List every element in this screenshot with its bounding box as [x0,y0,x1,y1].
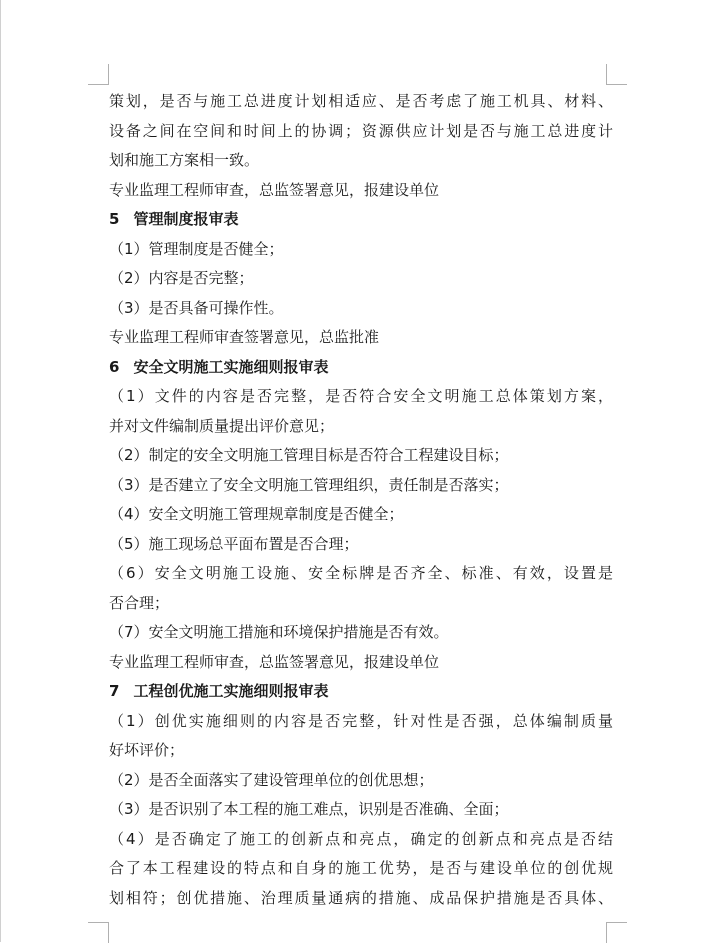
section-title: 管理制度报审表 [133,210,239,228]
section-title: 安全文明施工实施细则报审表 [133,357,329,376]
corner-mark-top-left [88,64,109,85]
corner-mark-bottom-left [88,922,109,943]
text-line: 专业监理工程师审查，总监签署意见，报建设单位 [109,652,440,671]
section-number: 6 [109,357,120,376]
section-heading [109,205,613,235]
corner-mark-top-right [606,64,627,85]
text-line: 专业监理工程师审查，总监签署意见，报建设单位 [109,180,440,199]
text-line: 划相符；创优措施、治理质量通病的措施、成品保护措施是否具体、 [109,888,613,907]
text-line: （7）安全文明施工措施和环境保护措施是否有效。 [109,623,449,641]
text-line: 并对文件编制质量提出评价意见； [109,416,335,435]
text-line: 好坏评价； [109,741,185,759]
text-line: （3）是否具备可操作性。 [109,298,284,317]
text-line: （2）制定的安全文明施工管理目标是否符合工程建设目标； [109,446,509,464]
text-line: 专业监理工程师审查签署意见，总监批准 [109,328,380,346]
section-title: 工程创优施工实施细则报审表 [133,682,329,700]
text-line: （2）内容是否完整； [109,269,254,287]
text-line: （3）是否识别了本工程的施工难点，识别是否准确、全面； [109,800,509,818]
text-line: （2）是否全面落实了建设管理单位的创优思想； [109,770,434,789]
text-line: （1）管理制度是否健全； [109,239,284,258]
section-heading [109,353,613,383]
text-line: 划和施工方案相一致。 [109,151,260,169]
text-line: （1）创优实施细则的内容是否完整，针对性是否强，总体编制质量 [109,711,613,730]
text-line: （4）安全文明施工管理规章制度是否健全； [109,505,404,523]
text-line: 否合理； [109,593,170,612]
text-line: （6）安全文明施工设施、安全标牌是否齐全、标准、有效，设置是 [109,564,613,582]
page-edge [0,0,1,942]
text-line: （5）施工现场总平面布置是否合理； [109,534,359,553]
text-line: （3）是否建立了安全文明施工管理组织，责任制是否落实； [109,475,509,494]
section-number: 7 [109,682,120,700]
document-body [109,87,613,913]
text-line: （1）文件的内容是否完整，是否符合安全文明施工总体策划方案， [109,387,613,405]
text-line: （4）是否确定了施工的创新点和亮点，确定的创新点和亮点是否结 [109,829,613,848]
text-line: 策划，是否与施工总进度计划相适应、是否考虑了施工机具、材料、 [109,92,613,110]
corner-mark-bottom-right [606,922,627,943]
section-heading [109,677,613,707]
section-number: 5 [109,210,120,228]
text-line: 合了本工程建设的特点和自身的施工优势，是否与建设单位的创优规 [109,859,613,877]
text-line: 设备之间在空间和时间上的协调；资源供应计划是否与施工总进度计 [109,121,613,140]
